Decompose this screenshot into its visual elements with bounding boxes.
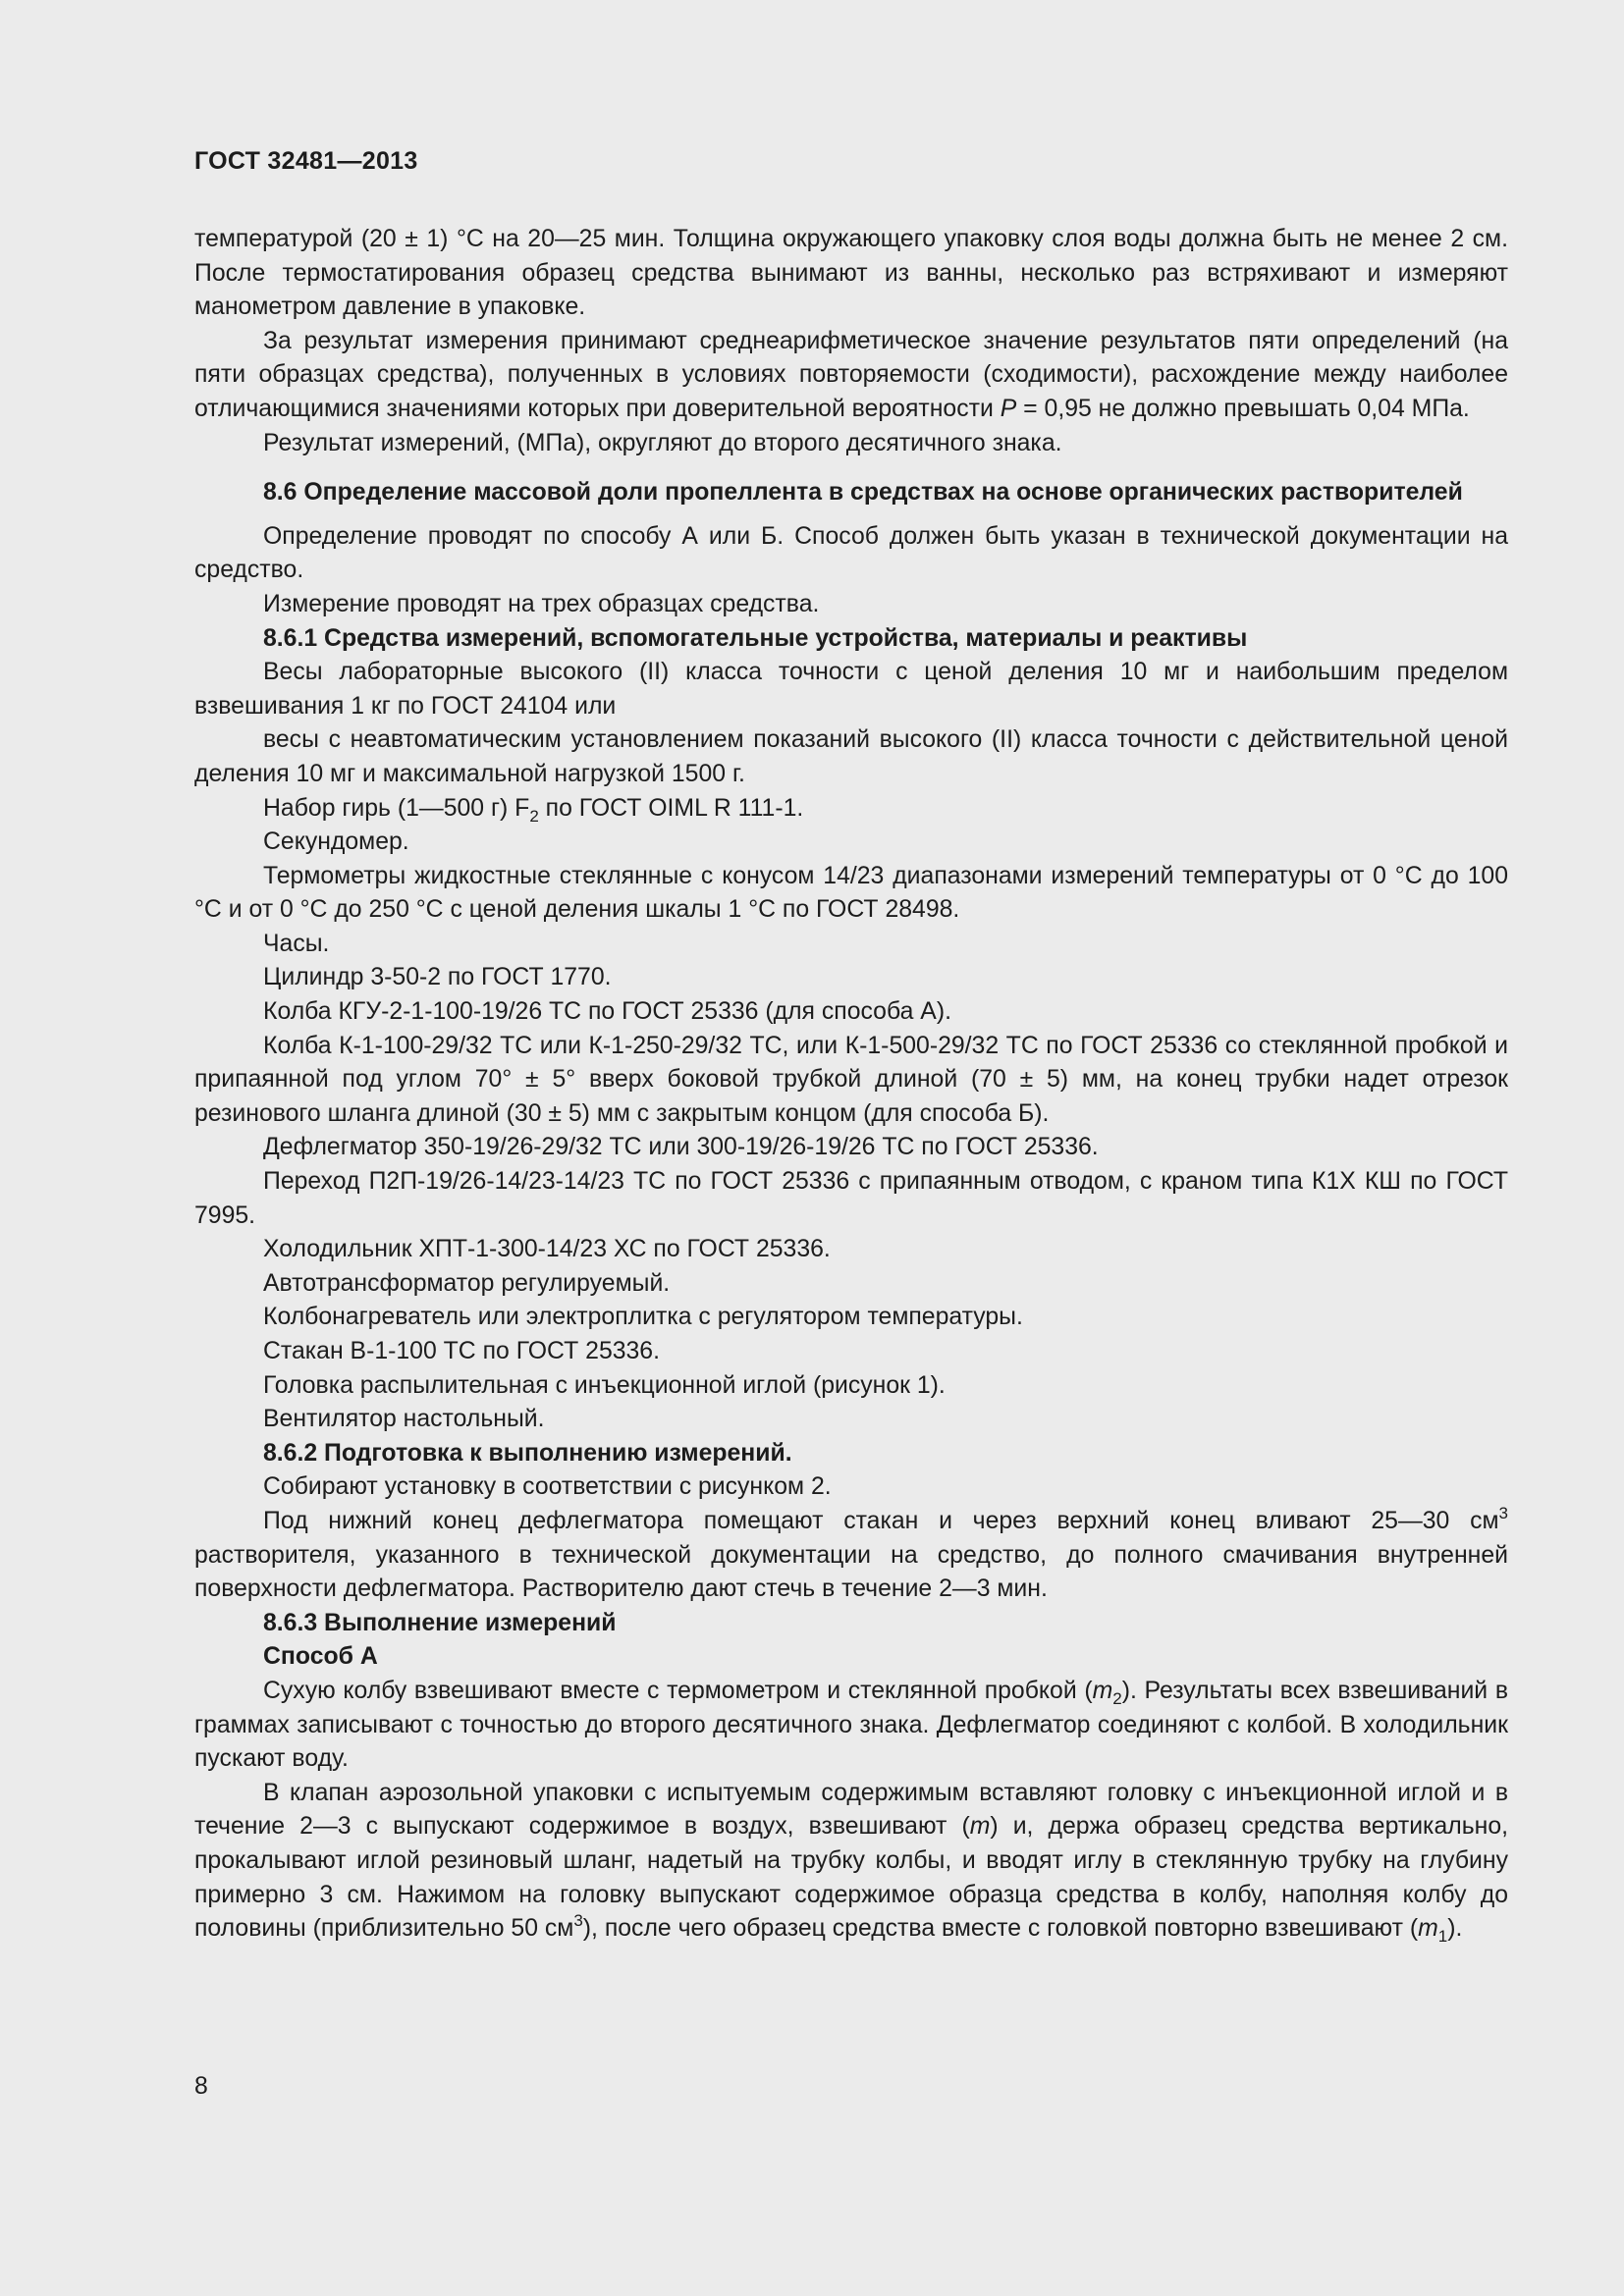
document-body <box>194 223 1508 1947</box>
section-heading-8-6-1: 8.6.1 Средства измерений, вспомогательные устройства, материалы и реактивы <box>263 624 1248 652</box>
paragraph: Результат измерений, (МПа), округляют до второго десятичного знака. <box>263 429 1062 456</box>
paragraph: температурой (20 ± 1) °С на 20—25 мин. Толщина окружающего упаковку слоя воды должна быть не менее 2 см. После термостатирования образец средства вынимают из ванны, несколько раз встряхивают и измеряют манометром давление в упаковке. <box>194 226 1508 321</box>
document-header: ГОСТ 32481—2013 <box>194 147 418 175</box>
paragraph: Определение проводят по способу А или Б. Способ должен быть указан в технической документации на средство. <box>194 522 1508 584</box>
paragraph: Колбонагреватель или электроплитка с регулятором температуры. <box>263 1304 1023 1331</box>
paragraph: В клапан аэрозольной упаковки с испытуемым содержимым вставляют головку с инъекционной иглой и в течение 2—3 с выпускают содержимое в воздух, взвешивают (m) и, держа образец средства вертикально, прокалывают иглой резиновый шланг, надетый на трубку колбы, и вводят иглу в стеклянную трубку на глубину примерно 3 см. Нажимом на головку выпускают содержимое образца средства в колбу, наполняя колбу до половины (приблизительно 50 $см^3$), после чего образец средства вместе с головкой повторно взвешивают $(m_1)$. <box>194 1779 1509 1947</box>
paragraph: Часы. <box>263 930 330 957</box>
paragraph: Цилиндр 3-50-2 по ГОСТ 1770. <box>263 964 612 991</box>
paragraph: Переход П2П-19/26-14/23-14/23 ТС по ГОСТ 25336 с припаянным отводом, с краном типа К1Х КШ по ГОСТ 7995. <box>194 1168 1508 1229</box>
page-number: 8 <box>194 2073 208 2100</box>
section-heading-8-6-2: 8.6.2 Подготовка к выполнению измерений. <box>263 1439 792 1467</box>
paragraph: Измерение проводят на трех образцах средства. <box>263 590 820 617</box>
paragraph: Колба К-1-100-29/32 ТС или К-1-250-29/32 ТС, или К-1-500-29/32 ТС по ГОСТ 25336 со стеклянной пробкой и припаянной под углом 70° ± 5° вверх боковой трубкой длиной (70 ± 5) мм, на конец трубки надет отрезок резинового шланга длиной (30 ± 5) мм с закрытым концом (для способа Б). <box>194 1032 1508 1127</box>
paragraph: Вентилятор настольный. <box>263 1406 545 1433</box>
paragraph: Весы лабораторные высокого (II) класса точности с ценой деления 10 мг и наибольшим пределом взвешивания 1 кг по ГОСТ 24104 или <box>194 659 1508 720</box>
paragraph: Головка распылительная с инъекционной иглой (рисунок 1). <box>263 1371 946 1399</box>
paragraph: Секундомер. <box>263 828 409 856</box>
paragraph: Сухую колбу взвешивают вместе с термометром и стеклянной пробкой $(m_2)$. Результаты всех взвешиваний в граммах записывают с точностью до второго десятичного знака. Дефлегматор соединяют с колбой. В холодильник пускают воду. <box>194 1677 1508 1773</box>
paragraph: Под нижний конец дефлегматора помещают стакан и через верхний конец вливают 25—30 $см^3$ растворителя, указанного в технической документации на средство, до полного смачивания внутренней поверхности дефлегматора. Растворителю дают стечь в течение 2—3 мин. <box>194 1503 1508 1603</box>
paragraph: Колба КГУ-2-1-100-19/26 ТС по ГОСТ 25336 (для способа А). <box>263 998 951 1026</box>
paragraph: весы с неавтоматическим установлением показаний высокого (II) класса точности с действительной ценой деления 10 мг и максимальной нагрузкой 1500 г. <box>194 726 1508 787</box>
section-heading-8-6: 8.6 Определение массовой доли пропеллента в средствах на основе органических растворителей <box>263 479 1463 507</box>
paragraph: Холодильник ХПТ-1-300-14/23 ХС по ГОСТ 25336. <box>263 1236 831 1263</box>
section-heading-8-6-3: 8.6.3 Выполнение измерений <box>263 1609 617 1636</box>
paragraph: Набор гирь (1—500 г) $F_2$ по ГОСТ OIML R 111-1. <box>263 794 804 826</box>
paragraph: Стакан В-1-100 ТС по ГОСТ 25336. <box>263 1338 660 1364</box>
paragraph: Собирают установку в соответствии с рисунком 2. <box>263 1473 832 1501</box>
paragraph: Дефлегматор 350-19/26-29/32 ТС или 300-19/26-19/26 ТС по ГОСТ 25336. <box>263 1134 1099 1161</box>
paragraph: Термометры жидкостные стеклянные с конусом 14/23 диапазонами измерений температуры от 0 °С до 100 °С и от 0 °С до 250 °С с ценой деления шкалы 1 °С по ГОСТ 28498. <box>194 862 1508 924</box>
method-heading: Способ А <box>263 1643 378 1671</box>
paragraph: Автотрансформатор регулируемый. <box>263 1269 671 1297</box>
paragraph: За результат измерения принимают среднеарифметическое значение результатов пяти определений (на пяти образцах средства), полученных в условиях повторяемости (сходимости), расхождение между наиболее отличающимися значениями которых при доверительной вероятности P = 0,95 не должно превышать 0,04 МПа. <box>194 327 1508 422</box>
